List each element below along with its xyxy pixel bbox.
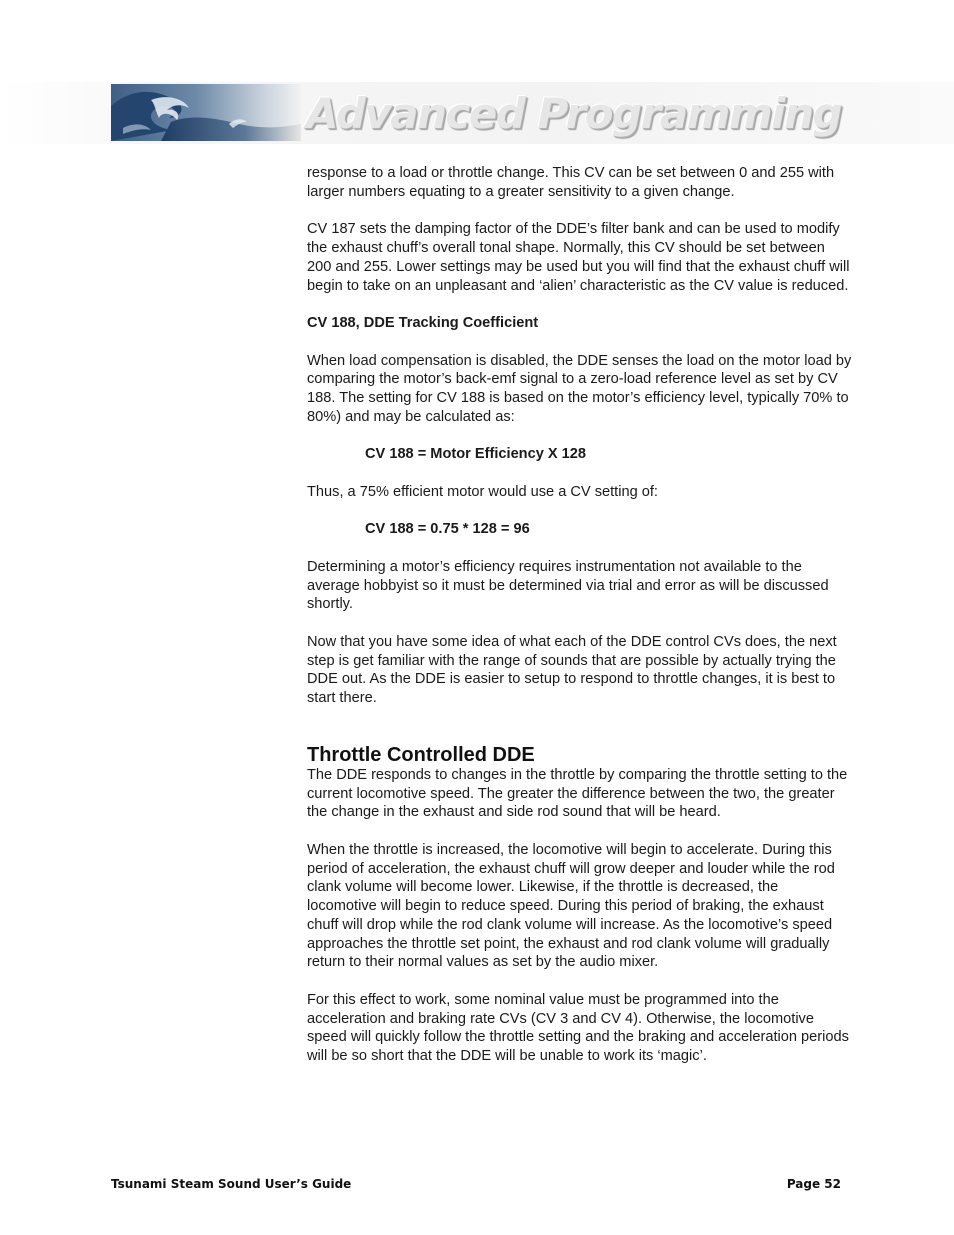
paragraph-next-step: Now that you have some idea of what each of the DDE control CVs does, the next step is get familiar with the range of sounds that are possible by actually trying the DDE out. As the DDE is easier to setup to respond to throttle changes, it is best to start there.	[307, 633, 837, 706]
main-content	[307, 164, 852, 1085]
subhead-cv188: CV 188, DDE Tracking Coefficient	[307, 315, 539, 331]
paragraph-throttle-response: The DDE responds to changes in the throttle by comparing the throttle setting to the current locomotive speed. The greater the difference between the two, the greater the change in the exhaust and side rod sound that will be heard.	[307, 766, 848, 821]
paragraph-acceleration: When the throttle is increased, the locomotive will begin to accelerate. During this period of acceleration, the exhaust chuff will grow deeper and louder while the rod clank volume will become lower. Likewise, if the throttle is decreased, the locomotive will begin to reduce speed. During this period of braking, the exhaust chuff will drop while the rod clank volume will increase. As the locomotive’s speed approaches the throttle set point, the exhaust and rod clank volume will gradually return to their normal values as set by the audio mixer.	[307, 841, 835, 971]
paragraph-efficiency-note: Determining a motor’s efficiency requires instrumentation not available to the average hobbyist so it must be determined via trial and error as will be discussed shortly.	[307, 558, 829, 613]
paragraph-cv187: CV 187 sets the damping factor of the DDE’s filter bank and can be used to modify the exhaust chuff’s overall tonal shape. Normally, this CV should be set between 200 and 255. Lower settings may be used but you will find that the exhaust chuff will begin to take on an unpleasant and ‘alien’ characteristic as the CV value is reduced.	[307, 221, 850, 294]
wave-logo-image	[111, 84, 301, 141]
footer-page-number: Page 52	[786, 1177, 841, 1191]
formula-motor-efficiency: CV 188 = Motor Efficiency X 128	[365, 446, 587, 463]
formula-example: CV 188 = 0.75 * 128 = 96	[365, 521, 530, 538]
paragraph-sensitivity: response to a load or throttle change. This CV can be set between 0 and 255 with larger numbers equating to a greater sensitivity to a given change.	[307, 165, 835, 200]
section-heading-throttle-dde: Throttle Controlled DDE	[307, 743, 535, 766]
page-title: Advanced Programming	[306, 89, 842, 138]
footer-guide-title: Tsunami Steam Sound User’s Guide	[111, 1177, 352, 1191]
paragraph-effect-requirements: For this effect to work, some nominal value must be programmed into the acceleration and braking rate CVs (CV 3 and CV 4). Otherwise, the locomotive speed will quickly follow the throttle setting and the braking and acceleration periods will be so short that the DDE will be unable to work its ‘magic’.	[307, 991, 849, 1064]
paragraph-cv188: When load compensation is disabled, the DDE senses the load on the motor load by comparing the motor’s back-emf signal to a zero-load reference level as set by CV 188. The setting for CV 188 is based on the motor’s efficiency level, typically 70% to 80%) and may be calculated as:	[307, 352, 852, 425]
paragraph-example: Thus, a 75% efficient motor would use a CV setting of:	[307, 483, 658, 500]
